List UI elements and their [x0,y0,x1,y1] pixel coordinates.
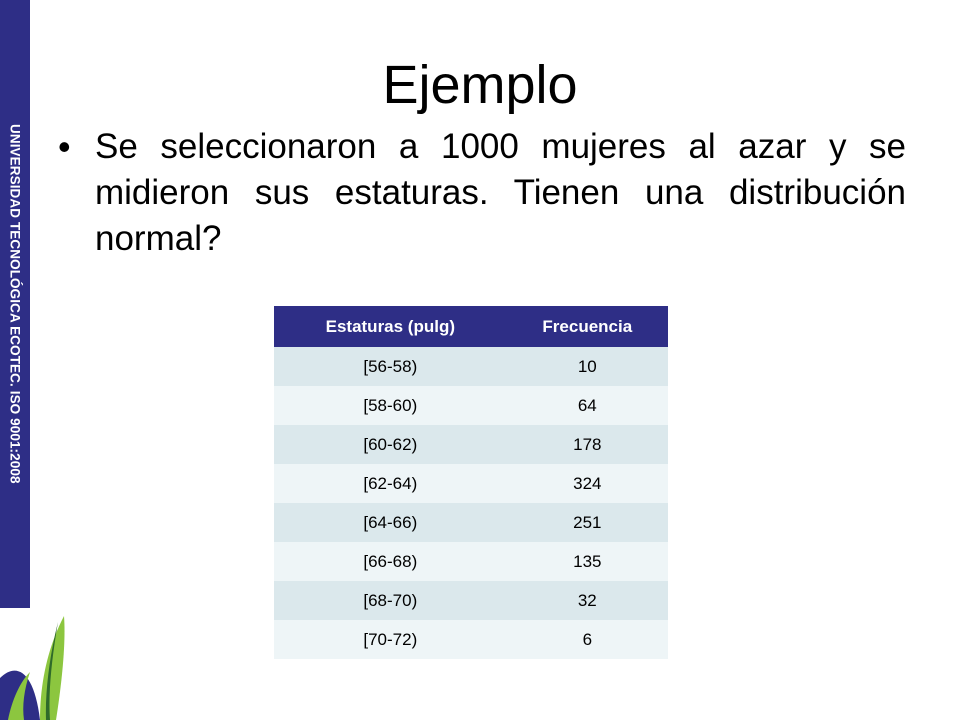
interval-cell: [62-64) [274,464,507,503]
frequency-cell: 10 [507,347,668,386]
table-row [274,542,668,581]
interval-cell: [66-68) [274,542,507,581]
table-row [274,620,668,659]
interval-cell: [68-70) [274,581,507,620]
frequency-cell: 324 [507,464,668,503]
frequency-table [274,306,668,659]
table-row [274,386,668,425]
header-frequency: Frecuencia [507,306,668,347]
frequency-cell: 251 [507,503,668,542]
table-row [274,347,668,386]
table-row [274,464,668,503]
table-row [274,503,668,542]
interval-cell: [64-66) [274,503,507,542]
frequency-cell: 64 [507,386,668,425]
sidebar-university-text: UNIVERSIDAD TECNOLÓGICA ECOTEC. ISO 9001:2008 [7,124,23,484]
slide-title: Ejemplo [382,55,578,115]
interval-cell: [70-72) [274,620,507,659]
sidebar-text-wrapper [0,0,30,608]
bullet-item [58,124,906,262]
frequency-cell: 6 [507,620,668,659]
table-header-row [274,306,668,347]
bullet-dot-icon: • [58,126,71,167]
frequency-cell: 32 [507,581,668,620]
frequency-cell: 135 [507,542,668,581]
interval-cell: [58-60) [274,386,507,425]
leaf-logo-icon [0,612,72,720]
table-row [274,581,668,620]
interval-cell: [56-58) [274,347,507,386]
interval-cell: [60-62) [274,425,507,464]
table-row [274,425,668,464]
header-heights: Estaturas (pulg) [274,306,507,347]
frequency-cell: 178 [507,425,668,464]
bullet-text: Se seleccionaron a 1000 mujeres al azar y se midieron sus estaturas. Tienen una distribución normal? [95,127,906,258]
